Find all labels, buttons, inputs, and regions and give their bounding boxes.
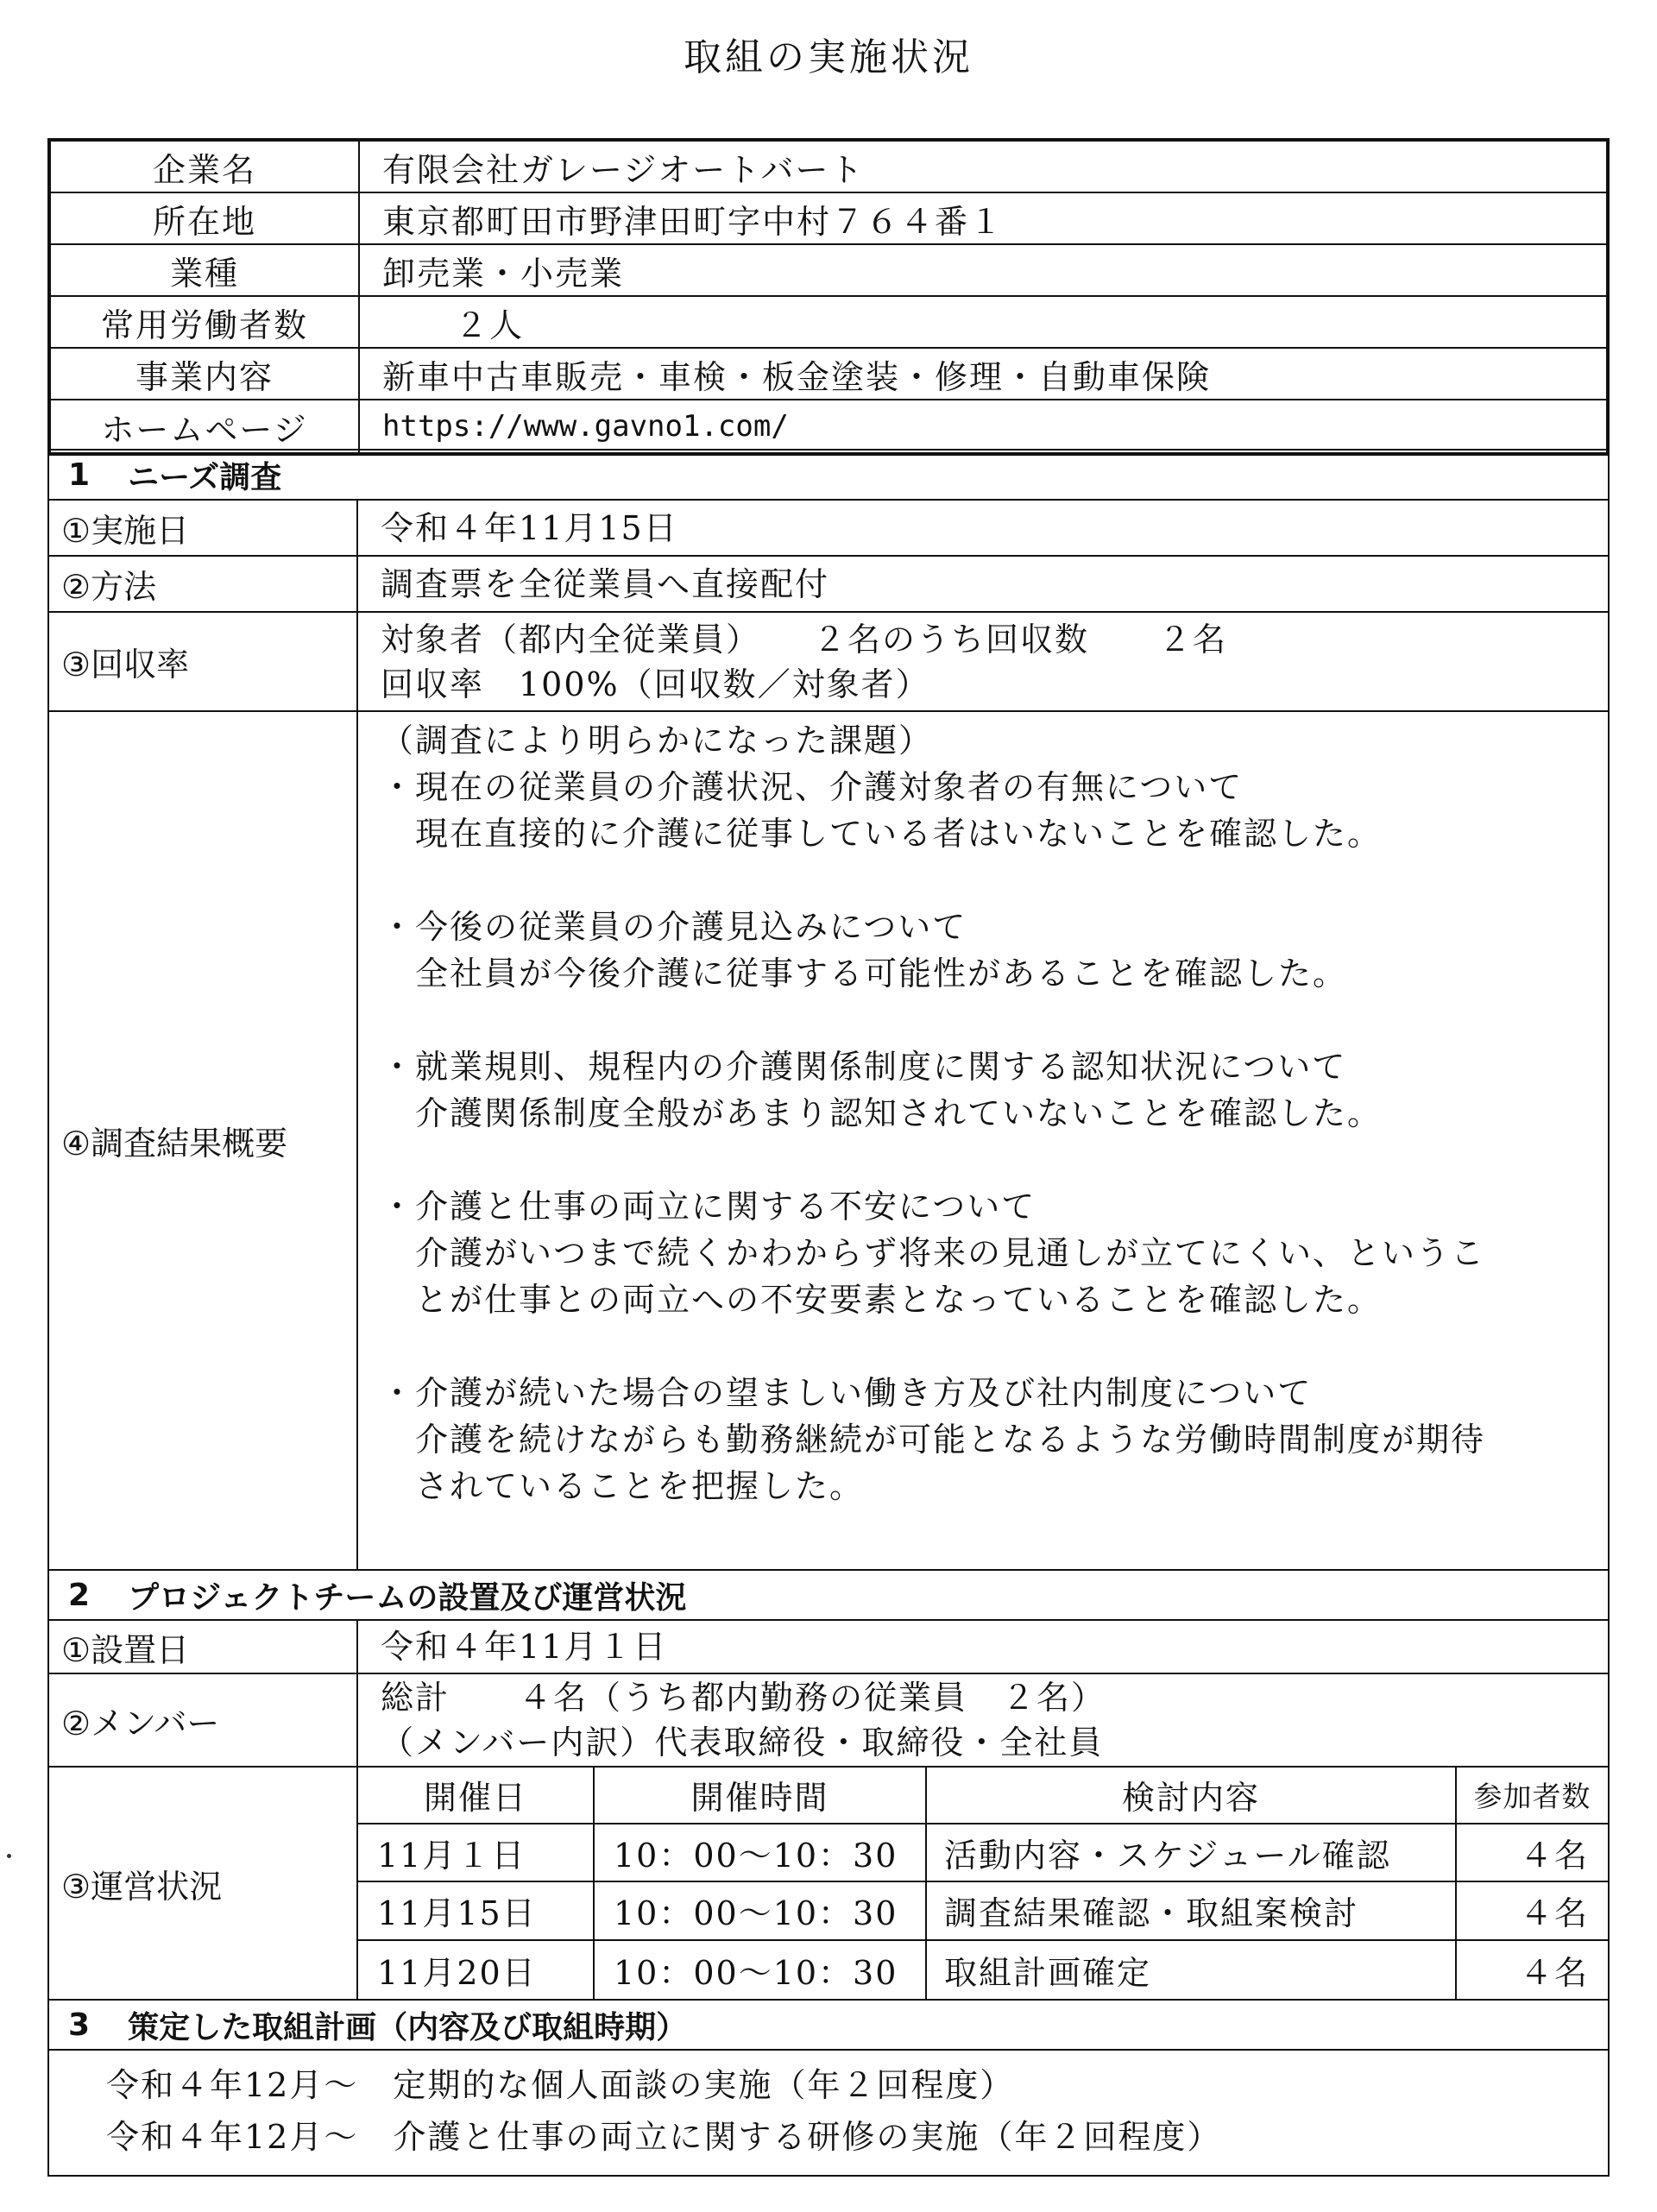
survey-date-label: ①実施日 [49,501,358,555]
result-item-4-line-1: ・介護と仕事の両立に関する不安について [381,1188,1036,1226]
business-label: 事業内容 [51,349,360,399]
result-item-5-line-1: ・介護が続いた場合の望ましい働き方及び社内制度について [381,1374,1313,1412]
meeting-date: 11月１日 [358,1824,595,1881]
members-line-1: 総計 ４名（うち都内勤務の従業員 ２名） [381,1679,1106,1717]
setup-date-text: 令和４年11月１日 [381,1628,668,1666]
industry-row [51,245,1606,297]
company-name-row [51,142,1606,193]
margin-mark [7,1854,11,1858]
table-row [358,1824,1608,1883]
company-name-value: 有限会社ガレージオートバート [382,150,865,189]
plan-list [49,2051,1608,2175]
section-1-heading [49,451,1608,501]
address-row [51,193,1606,245]
meetings-header-time: 開催時間 [595,1768,927,1823]
survey-method-value [358,557,1608,611]
meeting-time: 10：00～10：30 [595,1882,927,1939]
section-2-title: プロジェクトチームの設置及び運営状況 [128,1579,687,1616]
meetings-header-date: 開催日 [358,1768,595,1823]
company-name-label: 企業名 [51,142,360,192]
document-title: 取組の実施状況 [684,35,973,79]
members-row [49,1674,1608,1768]
meeting-time: 10：00～10：30 [595,1824,927,1881]
address-label: 所在地 [51,193,360,243]
meetings-table [358,1768,1608,1999]
meeting-date: 11月15日 [358,1882,595,1939]
operations-label: ③運営状況 [49,1768,358,1999]
result-item-5-line-3: されていることを把握した。 [381,1467,865,1505]
business-row [51,349,1606,400]
employees-row [51,297,1606,349]
homepage-link[interactable]: https://www.gavno1.com/ [382,409,789,444]
response-rate-line-2: 回収率 100%（回収数／対象者） [381,665,930,703]
setup-date-value [358,1621,1608,1673]
employees-value: ２人 [455,306,525,344]
section-3-number: 3 [68,2007,91,2043]
survey-method-row [49,557,1608,613]
result-item-4-line-2: 介護がいつまで続くかわからず将来の見通しが立てにくい、というこ [381,1234,1486,1272]
result-item-3-line-1: ・就業規則、規程内の介護関係制度に関する認知状況について [381,1048,1347,1086]
meeting-topic: 取組計画確定 [927,1941,1457,1999]
survey-results-label: ④調査結果概要 [49,712,358,1569]
result-item-2-line-2: 全社員が今後介護に従事する可能性があることを確認した。 [381,955,1348,993]
response-rate-value [358,613,1608,710]
result-item-5-line-2: 介護を続けながらも勤務継続が可能となるような労働時間制度が期待 [381,1421,1486,1459]
result-item-4-line-3: とが仕事との両立への不安要素となっていることを確認した。 [381,1281,1383,1319]
homepage-label: ホームページ [51,400,360,452]
survey-date-row [49,501,1608,557]
table-row [358,1941,1608,1999]
response-rate-row [49,613,1608,712]
meetings-header-row [358,1768,1608,1824]
members-label: ②メンバー [49,1674,358,1766]
result-item-1-line-1: ・現在の従業員の介護状況、介護対象者の有無について [381,768,1244,806]
plan-item-2: 令和４年12月～ 介護と仕事の両立に関する研修の実施（年２回程度） [106,2118,1222,2156]
meeting-topic: 活動内容・スケジュール確認 [927,1824,1457,1881]
meeting-topic: 調査結果確認・取組案検討 [927,1882,1457,1939]
survey-results-row [49,712,1608,1571]
section-2-number: 2 [68,1577,91,1613]
result-item-2-line-1: ・今後の従業員の介護見込みについて [381,908,967,946]
section-3-heading [49,2001,1608,2051]
meetings-header-count: 参加者数 [1473,1780,1591,1814]
industry-value: 卸売業・小売業 [382,254,625,293]
homepage-row [51,400,1606,452]
result-item-3-line-2: 介護関係制度全般があまり認知されていないことを確認した。 [381,1094,1383,1132]
section-3-title: 策定した取組計画（内容及び取組時期） [128,2009,688,2045]
meeting-count: ４名 [1519,1894,1589,1933]
survey-results-body [358,712,1608,1569]
meeting-time: 10：00～10：30 [595,1941,927,1999]
business-value: 新車中古車販売・車検・板金塗装・修理・自動車保険 [382,357,1212,396]
industry-label: 業種 [51,245,360,295]
activity-form [47,449,1610,2177]
setup-date-label: ①設置日 [49,1621,358,1673]
section-1-number: 1 [68,457,91,493]
survey-method-text: 調査票を全従業員へ直接配付 [381,564,830,603]
meetings-header-topic: 検討内容 [927,1768,1457,1823]
employees-label: 常用労働者数 [51,297,360,347]
meeting-date: 11月20日 [358,1941,595,1999]
meeting-count: ４名 [1519,1953,1589,1992]
members-line-2: （メンバー内訳）代表取締役・取締役・全社員 [381,1724,1104,1761]
plan-item-1: 令和４年12月～ 定期的な個人面談の実施（年２回程度） [106,2066,1015,2104]
results-heading: （調査により明らかになった課題） [381,722,934,759]
members-value [358,1674,1608,1766]
section-2-heading [49,1571,1608,1621]
result-item-1-line-2: 現在直接的に介護に従事している者はいないことを確認した。 [381,815,1383,853]
operations-row [49,1768,1608,2001]
company-info-table [47,138,1610,456]
response-rate-label: ③回収率 [49,613,358,710]
survey-date-value [358,501,1608,555]
meeting-count: ４名 [1519,1836,1589,1875]
response-rate-line-1: 対象者（都内全従業員） ２名のうち回収数 ２名 [381,620,1228,659]
survey-method-label: ②方法 [49,557,358,611]
setup-date-row [49,1621,1608,1674]
section-1-title: ニーズ調査 [128,459,282,495]
address-value: 東京都町田市野津田町字中村７６４番１ [382,202,1005,241]
survey-date-text: 令和４年11月15日 [381,508,678,547]
table-row [358,1882,1608,1941]
